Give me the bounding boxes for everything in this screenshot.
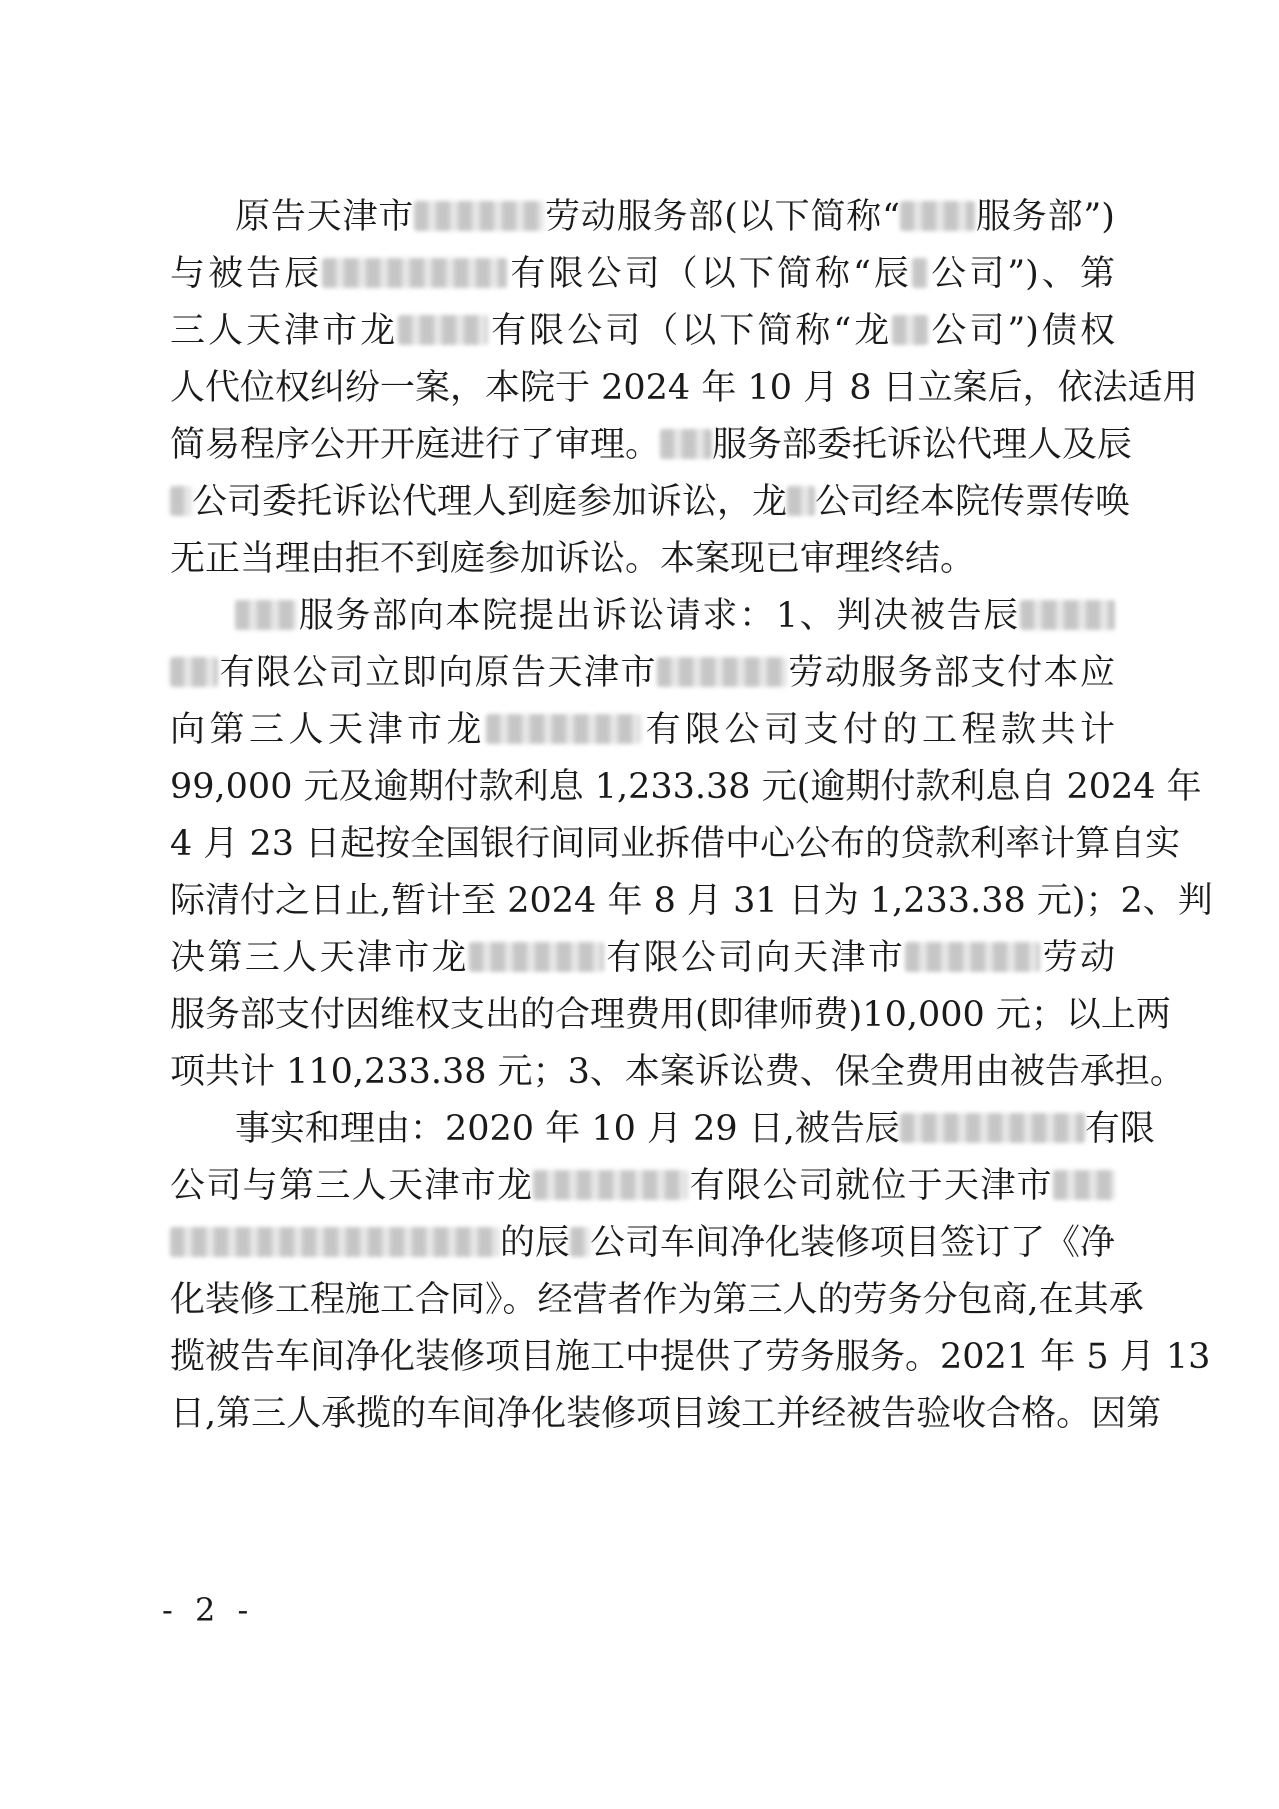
- text-line: 的辰 公司车间净化装修项目签订了《净: [170, 1212, 1115, 1274]
- text-line: 服务部向本院提出诉讼请求：1、判决被告辰: [235, 585, 1115, 647]
- text-line: 际清付之日止,暂计至 2024 年 8 月 31 日为 1,233.38 元)；2、判: [170, 881, 1213, 921]
- text-line: 化装修工程施工合同》。经营者作为第三人的劳务分包商,在其承: [170, 1280, 1144, 1320]
- text-line: 项共计 110,233.38 元；3、本案诉讼费、保全费用由被告承担。: [170, 1052, 1185, 1092]
- page-number: - 2 -: [162, 1591, 255, 1629]
- text-line: 向第三人天津市龙 有限公司支付的工程款共计: [170, 710, 1115, 750]
- text-line: 公司委托诉讼代理人到庭参加诉讼，龙 公司经本院传票传唤: [170, 471, 1115, 533]
- text-line: 日,第三人承揽的车间净化装修项目竣工并经被告验收合格。因第: [170, 1394, 1162, 1434]
- redaction-blur: [787, 486, 815, 516]
- redaction-blur: [414, 201, 544, 231]
- text-line: 决第三人天津市龙 有限公司向天津市 劳动: [170, 938, 1115, 978]
- redaction-blur: [900, 1113, 1085, 1143]
- redaction-blur: [322, 258, 507, 288]
- text-line: 无正当理由拒不到庭参加诉讼。本案现已审理终结。: [170, 539, 976, 579]
- text-line: 原告天津市 劳动服务部(以下简称“ 服务部”): [235, 197, 1115, 237]
- redaction-blur: [486, 714, 641, 744]
- text-line: 人代位权纠纷一案，本院于 2024 年 10 月 8 日立案后，依法适用: [170, 368, 1198, 408]
- redaction-blur: [469, 942, 604, 972]
- redaction-blur: [912, 258, 928, 288]
- redaction-blur: [1020, 600, 1115, 630]
- text-line: 三人天津市龙 有限公司（以下简称“龙 公司”)债权: [170, 311, 1115, 351]
- text-line: 99,000 元及逾期付款利息 1,233.38 元(逾期付款利息自 2024 年: [170, 767, 1202, 807]
- redaction-blur: [657, 657, 787, 687]
- redaction-blur: [170, 657, 218, 687]
- redaction-blur: [905, 942, 1040, 972]
- text-line: 4 月 23 日起按全国银行间同业拆借中心公布的贷款利率计算自实: [170, 824, 1181, 864]
- text-line: 公司与第三人天津市龙 有限公司就位于天津市: [170, 1155, 1115, 1217]
- redaction-blur: [570, 1227, 590, 1257]
- redaction-blur: [660, 429, 712, 459]
- redaction-blur: [398, 315, 488, 345]
- text-line: 服务部支付因维权支出的合理费用(即律师费)10,000 元；以上两: [170, 995, 1171, 1035]
- redaction-blur: [170, 486, 192, 516]
- redaction-blur: [170, 1227, 500, 1257]
- text-line: 与被告辰 有限公司（以下简称“辰 公司”)、第: [170, 254, 1115, 294]
- text-line: 揽被告车间净化装修项目施工中提供了劳务服务。2021 年 5 月 13: [170, 1337, 1211, 1377]
- text-line: 事实和理由：2020 年 10 月 29 日,被告辰 有限: [235, 1109, 1155, 1149]
- redaction-blur: [900, 201, 975, 231]
- redaction-blur: [533, 1170, 688, 1200]
- redaction-blur: [235, 600, 297, 630]
- redaction-blur: [892, 315, 928, 345]
- text-line: 有限公司立即向原告天津市 劳动服务部支付本应: [170, 642, 1115, 704]
- text-line: 简易程序公开开庭进行了审理。 服务部委托诉讼代理人及辰: [170, 425, 1133, 465]
- redaction-blur: [1053, 1170, 1115, 1200]
